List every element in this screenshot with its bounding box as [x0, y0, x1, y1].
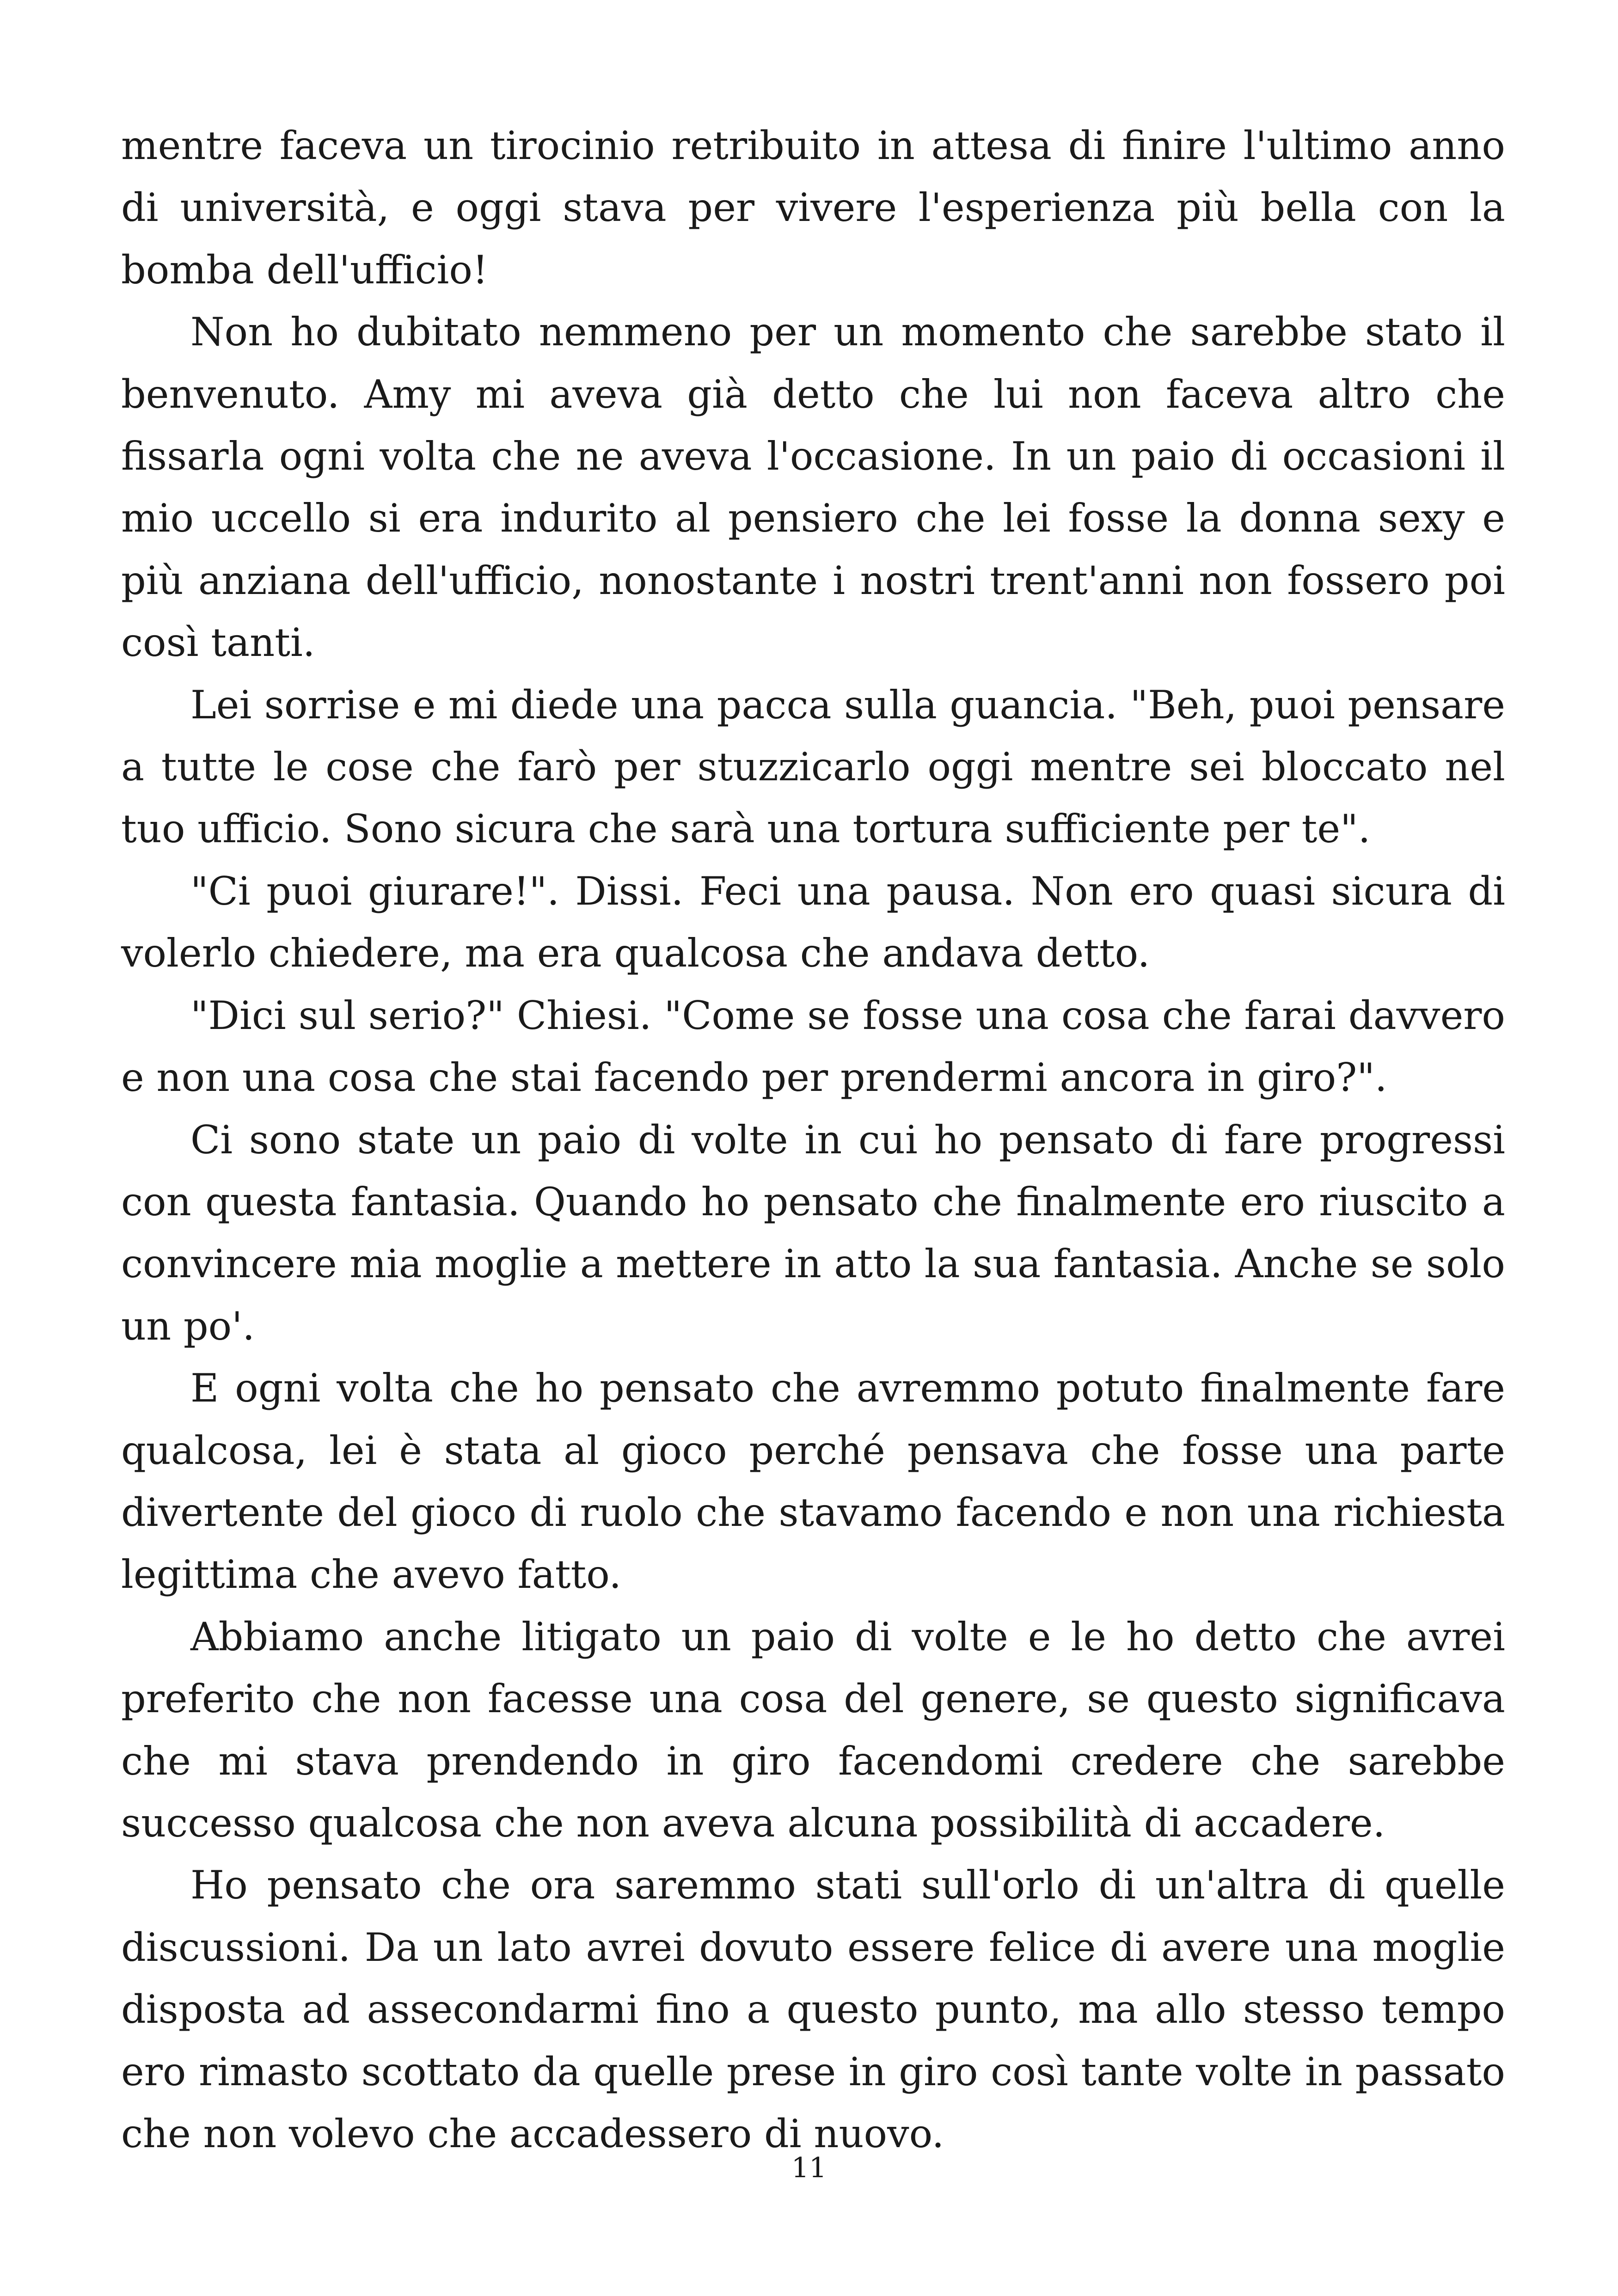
paragraph: Non ho dubitato nemmeno per un momento che sarebbe stato il benvenuto. Amy mi aveva già detto che lui non faceva altro che fissarla ogni volta che ne aveva l'occasione. In un paio di occasioni il mio uccello si era indurito al pensiero che lei fosse la donna sexy e più anziana dell'ufficio, nonostante i nostri trent'anni non fossero poi così tanti. — [121, 309, 1505, 666]
paragraph: Abbiamo anche litigato un paio di volte e le ho detto che avrei preferito che non facesse una cosa del genere, se questo significava che mi stava prendendo in giro facendomi credere che sarebbe successo qualcosa che non aveva alcuna possibilità di accadere. — [121, 1614, 1505, 1846]
paragraph: Lei sorrise e mi diede una pacca sulla guancia. "Beh, puoi pensare a tutte le cose che farò per stuzzicarlo oggi mentre sei bloccato nel tuo ufficio. Sono sicura che sarà una tortura sufficiente per te". — [121, 682, 1505, 852]
body-text — [121, 115, 1505, 2165]
paragraph: "Ci puoi giurare!". Dissi. Feci una pausa. Non ero quasi sicura di volerlo chiedere, ma era qualcosa che andava detto. — [121, 868, 1505, 976]
paragraph: E ogni volta che ho pensato che avremmo potuto finalmente fare qualcosa, lei è stata al gioco perché pensava che fosse una parte divertente del gioco di ruolo che stavamo facendo e non una richiesta legittima che avevo fatto. — [121, 1365, 1505, 1598]
paragraph: "Dici sul serio?" Chiesi. "Come se fosse una cosa che farai davvero e non una cosa che stai facendo per prendermi ancora in giro?". — [121, 992, 1505, 1101]
paragraph: Ci sono state un paio di volte in cui ho pensato di fare progressi con questa fantasia. Quando ho pensato che finalmente ero riuscito a convincere mia moglie a mettere in atto la sua fantasia. Anche se solo un po'. — [121, 1117, 1505, 1349]
paragraph: Ho pensato che ora saremmo stati sull'orlo di un'altra di quelle discussioni. Da un lato avrei dovuto essere felice di avere una moglie disposta ad assecondarmi fino a questo punto, ma allo stesso tempo ero rimasto scottato da quelle prese in giro così tante volte in passato che non volevo che accadessero di nuovo. — [121, 1862, 1505, 2156]
paragraph: mentre faceva un tirocinio retribuito in attesa di finire l'ultimo anno di università, e oggi stava per vivere l'esperienza più bella con la bomba dell'ufficio! — [121, 123, 1505, 293]
page-number: 11 — [791, 2152, 827, 2184]
